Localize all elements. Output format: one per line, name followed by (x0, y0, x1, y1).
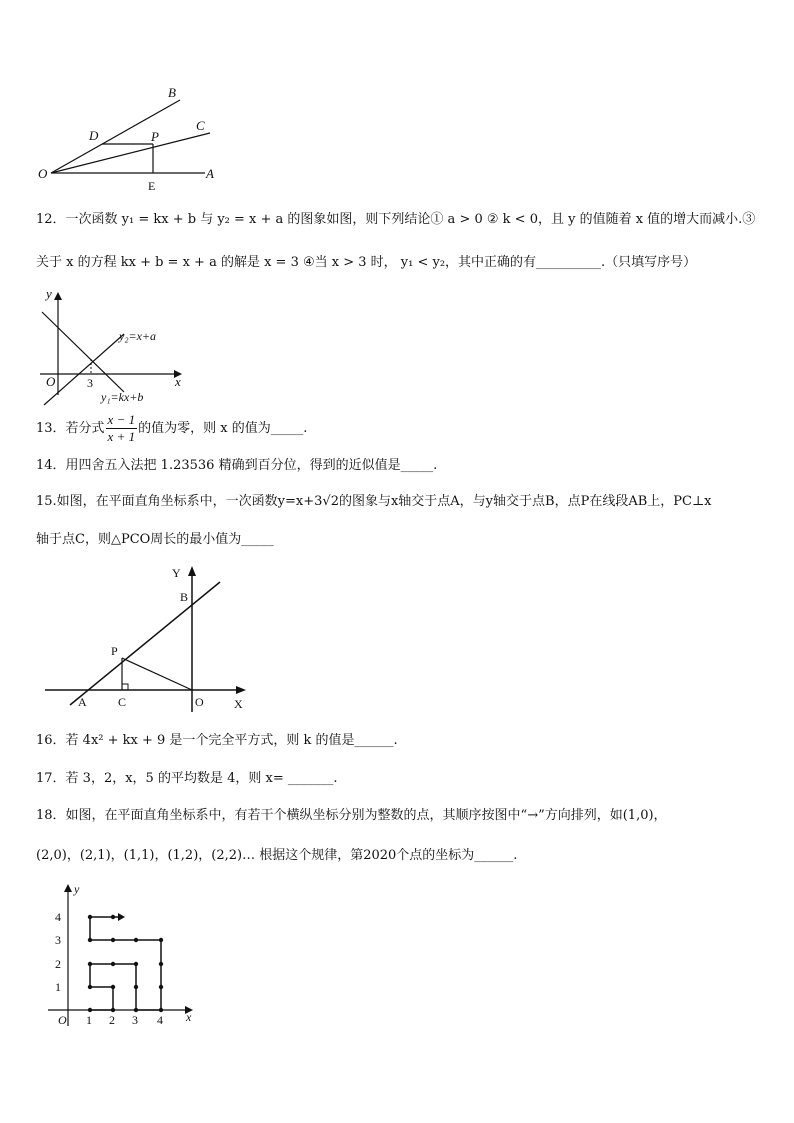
q15-line1: 15.如图，在平面直角坐标系中，一次函数y=x+3√2的图象与x轴交于点A，与y轴交于点B，点P在线段AB上，PC⊥x (36, 494, 712, 509)
path-arrow (118, 913, 125, 921)
point-2-4 (111, 915, 115, 919)
q12-line1: 12．一次函数 y₁ = kx + b 与 y₂ = x + a 的图象如图，则下列结论① a > 0 ② k < 0，且 y 的值随着 x 值的增大而减小.③ (36, 212, 756, 227)
x-tick-2: 2 (109, 1013, 115, 1027)
point-3-1 (134, 985, 138, 989)
y-tick-1: 1 (55, 980, 61, 994)
point-3-2 (134, 962, 138, 966)
q14-line: 14．用四舍五入法把 1.23536 精确到百分位，得到的近似值是_____. (36, 458, 438, 473)
point-2-2 (111, 962, 115, 966)
y-axis-arrow (64, 884, 72, 892)
q17-line: 17．若 3，2，x，5 的平均数是 4，则 x= _______. (36, 771, 338, 786)
q18-line2: (2,0)，(2,1)，(1,1)，(1,2)，(2,2)… 根据这个规律，第2020个点的坐标为______. (36, 848, 518, 863)
q12-line2: 关于 x 的方程 kx + b = x + a 的解是 x = 3 ④当 x > 3 时， y₁ < y₂，其中正确的有__________.（只填写序号） (36, 255, 697, 270)
x-tick-4: 4 (157, 1013, 163, 1027)
label-B: B (180, 590, 189, 604)
q13-numerator: x − 1 (107, 412, 136, 427)
tick-3: 3 (87, 376, 93, 390)
x-tick-3: 3 (132, 1013, 138, 1027)
point-1-4 (88, 915, 92, 919)
point-1-3 (88, 938, 92, 942)
label-X: X (234, 697, 243, 711)
y-tick-4: 4 (55, 910, 61, 924)
q15-line2: 轴于点C，则△PCO周长的最小值为_____ (36, 532, 274, 547)
y-label: y (46, 286, 52, 301)
label-O: O (195, 695, 204, 709)
label-C: C (196, 118, 205, 133)
point-2-3 (111, 938, 115, 942)
label-A: A (206, 166, 214, 181)
label-P: P (151, 129, 159, 144)
point-1-0 (88, 1008, 92, 1012)
y-tick-3: 3 (55, 933, 61, 947)
point-1-1 (88, 985, 92, 989)
y-label: y (74, 882, 80, 896)
label-y1: y₁=kx+b (101, 390, 144, 404)
origin-label: O (46, 374, 56, 389)
label-D: D (89, 128, 99, 143)
point-2-1 (111, 985, 115, 989)
origin-label: O (58, 1013, 67, 1027)
q13-denominator: x + 1 (107, 429, 136, 444)
point-4-0 (159, 1008, 163, 1012)
x-tick-1: 1 (86, 1013, 92, 1027)
x-label: x (186, 1010, 192, 1024)
point-2-0 (111, 1008, 115, 1012)
label-E: E (148, 179, 156, 193)
path-lines (90, 917, 161, 1010)
q18-line1: 18．如图，在平面直角坐标系中，有若干个横纵坐标分别为整数的点，其顺序按图中“→”方向排列，如(1,0)， (36, 808, 667, 823)
label-B: B (168, 85, 176, 100)
x-label: x (175, 374, 181, 389)
point-4-2 (159, 962, 163, 966)
point-4-3 (159, 938, 163, 942)
point-3-3 (134, 938, 138, 942)
q13-suffix: 的值为零，则 x 的值为_____. (138, 421, 308, 436)
point-3-0 (134, 1008, 138, 1012)
label-Y: Y (172, 566, 181, 580)
label-y2: y₂=x+a (119, 329, 157, 343)
label-P: P (111, 644, 118, 658)
q13-prefix: 13．若分式 (36, 421, 105, 436)
label-C: C (118, 695, 127, 709)
point-4-1 (159, 985, 163, 989)
point-1-2 (88, 962, 92, 966)
y-tick-2: 2 (55, 957, 61, 971)
q16-line: 16．若 4x² + kx + 9 是一个完全平方式，则 k 的值是______. (36, 733, 398, 748)
label-A: A (78, 695, 87, 709)
label-O: O (38, 166, 48, 181)
